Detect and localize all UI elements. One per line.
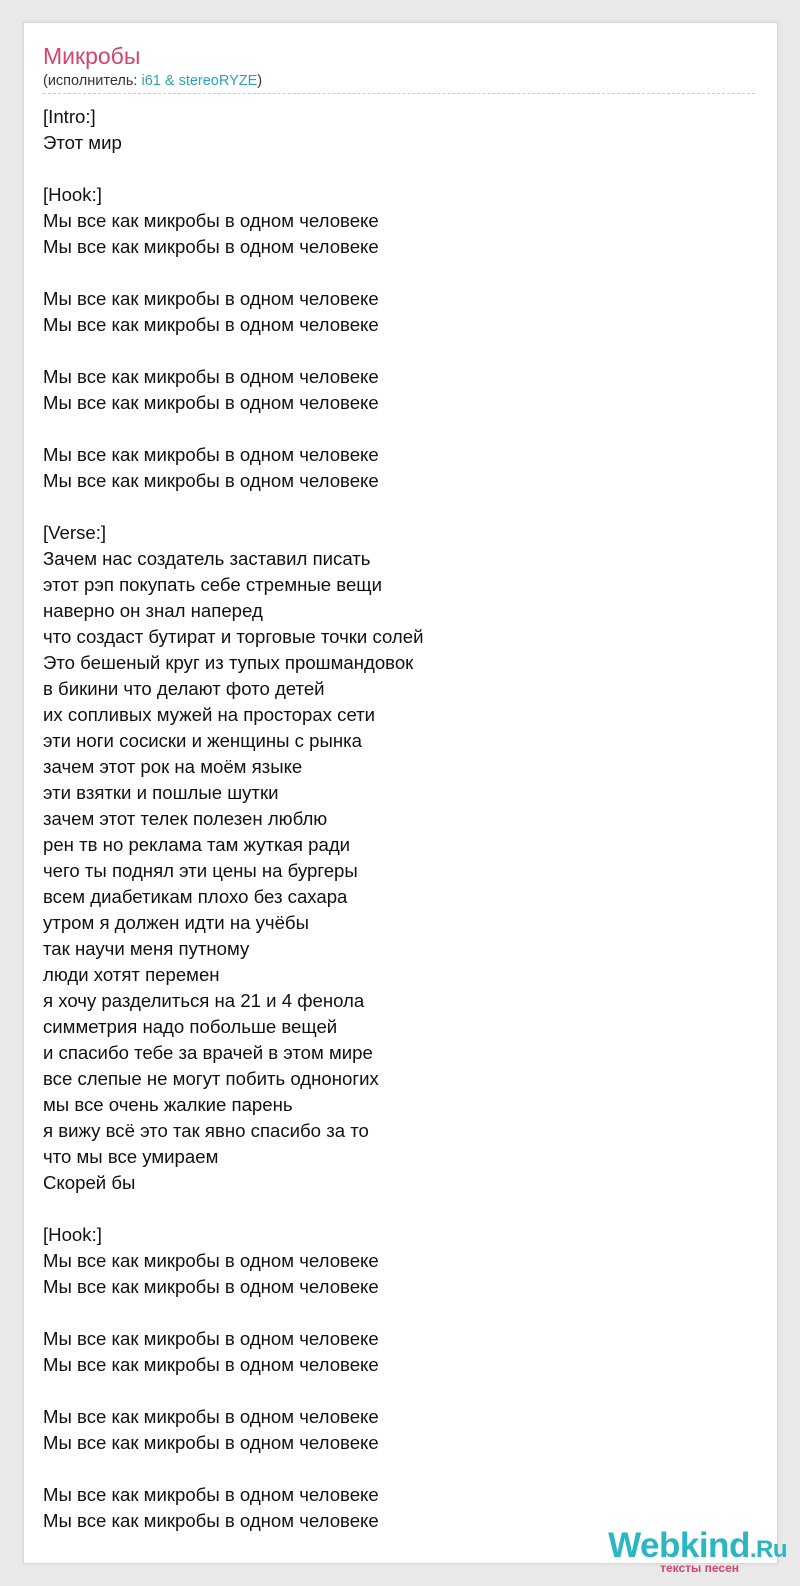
logo-tagline: тексты песен (660, 1561, 739, 1575)
performer-link[interactable]: i61 & stereoRYZE (141, 73, 258, 89)
performer-line (43, 72, 262, 90)
webkind-logo[interactable] (608, 1526, 787, 1575)
logo-domain: .Ru (749, 1536, 787, 1563)
performer-prefix: (исполнитель: (43, 73, 142, 89)
performer-suffix: ) (257, 73, 263, 89)
lyrics-card (23, 22, 778, 1564)
dashed-divider (43, 93, 755, 94)
logo-main-text: Webkind (608, 1526, 750, 1565)
song-title: Микробы (43, 43, 141, 69)
lyrics-text: [Intro:] Этот мир [Hook:] Мы все как микробы в одном человеке Мы все как микробы в одном человеке Мы все как микробы в одном человеке Мы все как микробы в одном человеке Мы все как микробы в одном человеке Мы все как микробы в одном человеке Мы все как микробы в одном человеке Мы все как микробы в одном человеке [Verse:] Зачем нас создатель заставил писать этот рэп покупать себе стремные вещи наверно он знал наперед что создаст бутират и торговые точки солей Это бешеный круг из тупых прошмандовок в бикини что делают фото детей их сопливых мужей на просторах сети эти ноги сосиски и женщины с рынка зачем этот рок на моём языке эти взятки и пошлые шутки зачем этот телек полезен люблю рен тв но реклама там жуткая ради чего ты поднял эти цены на бургеры всем диабетикам плохо без сахара утром я должен идти на учёбы так научи меня путному люди хотят перемен я хочу разделиться на 21 и 4 фенола симметрия надо побольше вещей и спасибо тебе за врачей в этом мире все слепые не могут побить одноногих мы все очень жалкие парень я вижу всё это так явно спасибо за то что мы все умираем Скорей бы [Hook:] Мы все как микробы в одном человеке Мы все как микробы в одном человеке Мы все как микробы в одном человеке Мы все как микробы в одном человеке Мы все как микробы в одном человеке Мы все как микробы в одном человеке Мы все как микробы в одном человеке Мы все как микробы в одном человеке (43, 106, 424, 1531)
